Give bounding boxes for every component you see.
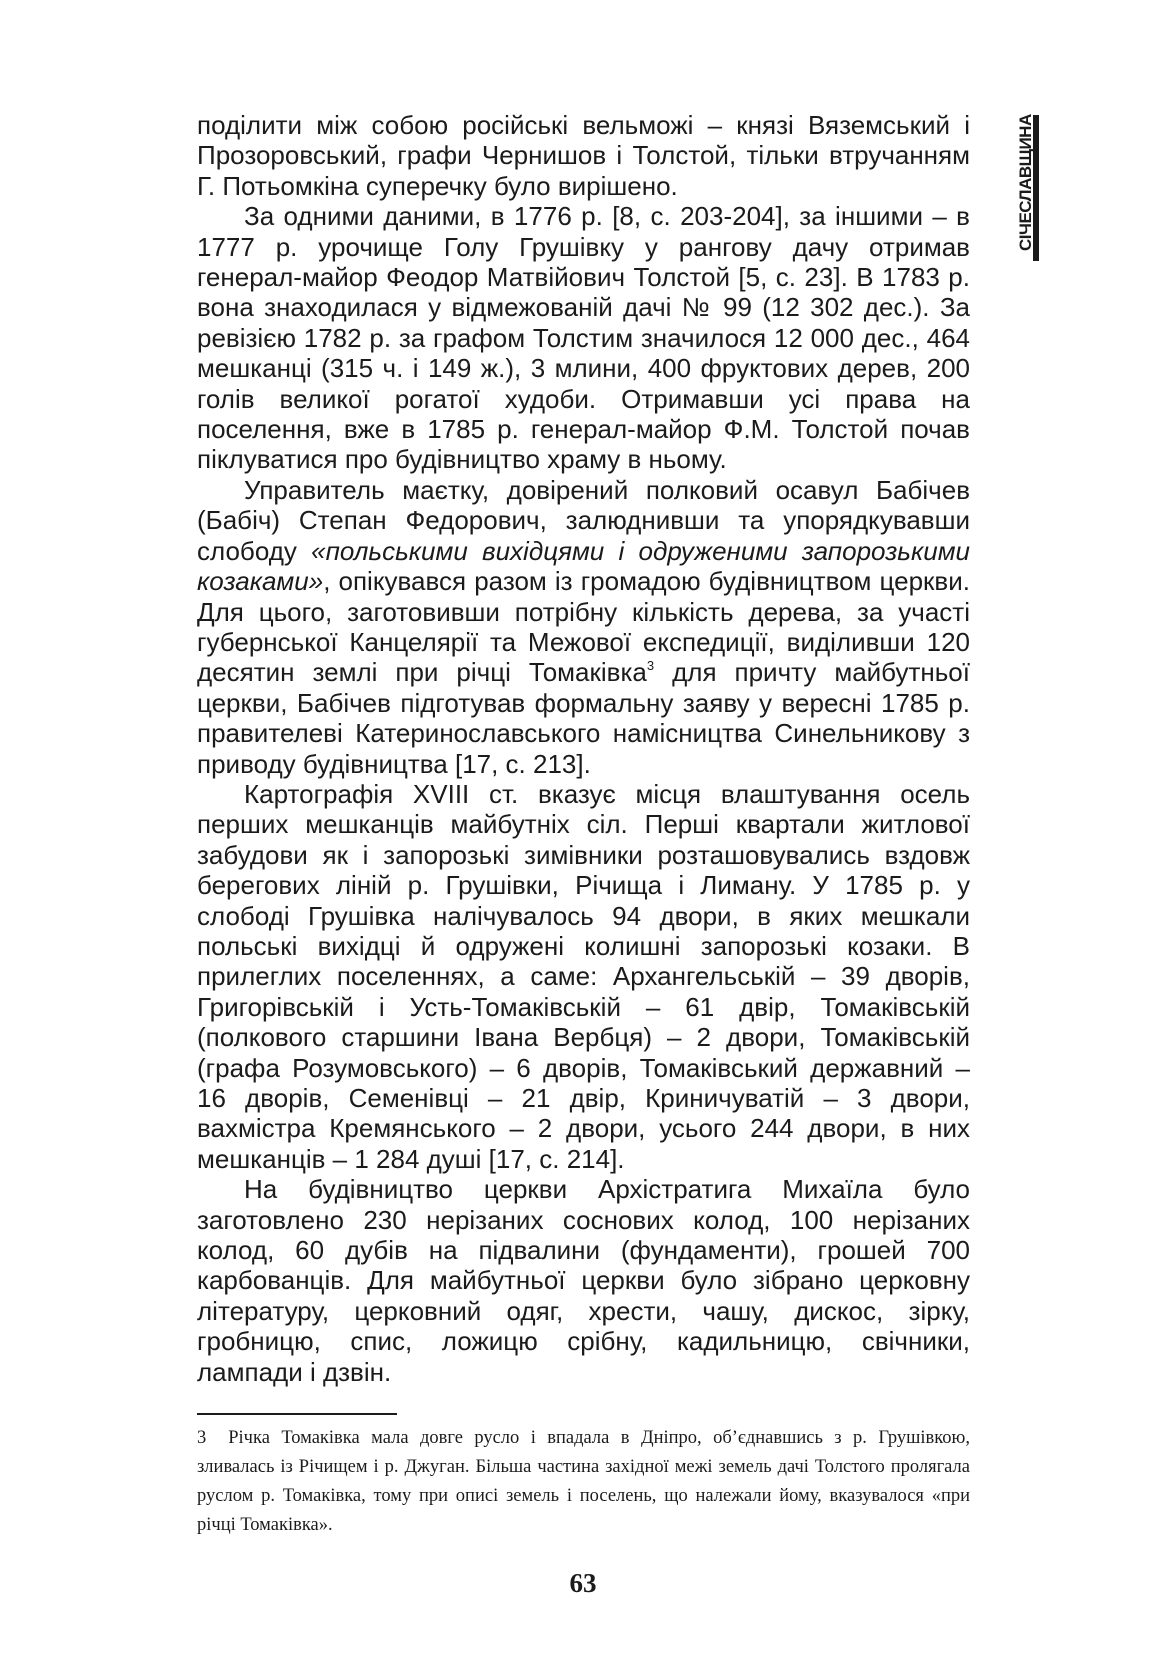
- footnote-divider: [197, 1413, 397, 1415]
- footnote-text: Річка Томаківка мала довге русло і впадала в Дніпро, об’єднавшись з р. Грушівкою, зливалась із Річищем і р. Джуган. Більша частина західної межі земель дачі Толстого пролягала руслом р. Томаківка, тому при описі земель і поселень, що належали йому, вказувалося «при річці Томаківка».: [197, 1428, 970, 1535]
- paragraph-4: Картографія XVIII ст. вказує місця влаштування осель перших мешканців майбутніх сіл. Перші квартали житлової забудови як і запорозькі зимівники розташовувались вздовж берегових ліній р. Грушівки, Річища і Лиману. У 1785 р. у слободі Грушівка налічувалось 94 двори, в яких мешкали польські вихідці й одружені колишні запорозькі козаки. В прилеглих поселеннях, а саме: Архангельській – 39 дворів, Григорівській і Усть-Томаківській – 61 двір, Томаківській (полкового старшини Івана Вербця) – 2 двори, Томаківській (графа Розумовського) – 6 дворів, Томаківський державний – 16 дворів, Семенівці – 21 двір, Криничуватій – 3 двори, вахмістра Кремянського – 2 двори, усього 244 двори, в них мешканців – 1 284 душі [17, с. 214].: [197, 778, 970, 1174]
- quote: «польськими вихідцями і одруженими запорозькими козаками»: [197, 535, 970, 597]
- page-number: 63: [569, 1568, 597, 1598]
- footnote-ref[interactable]: 3: [646, 658, 655, 674]
- paragraph-3-start: Управитель маєтку, довірений полковий осавул Бабічев (Бабіч) Степан Федорович, залюднивши та упорядкувавши слободу: [197, 474, 970, 566]
- logo-text: СІЧЕСЛАВЩИНА: [1016, 114, 1035, 251]
- paragraph-3-middle: , опікувався разом із громадою будівництвом церкви. Для цього, заготовивши потрібну кількість дерева, за участі губернської Канцелярії та Межової експедиції, виділивши 120 десятин землі при річці Томаківка: [197, 566, 970, 688]
- series-logo: [1003, 115, 1045, 265]
- main-text: [197, 110, 970, 1387]
- footnote-number: 3: [197, 1428, 207, 1448]
- paragraph-2: За одними даними, в 1776 р. [8, с. 203-204], за іншими – в 1777 р. урочище Голу Грушівку у рангову дачу отримав генерал-майор Феодор Матвійович Толстой [5, с. 23]. В 1783 р. вона знаходилася у відмежованій дачі № 99 (12 302 дес.). За ревізією 1782 р. за графом Толстим значилося 12 000 дес., 464 мешканці (315 ч. і 149 ж.), 3 млини, 400 фруктових дерев, 200 голів великої рогатої худоби. Отримавши усі права на поселення, вже в 1785 р. генерал-майор Ф.М. Толстой почав піклуватися про будівництво храму в ньому.: [197, 201, 970, 475]
- paragraph-3-end: для причту майбутньої церкви, Бабічев підготував формальну заяву у вересні 1785 р. правителеві Катеринославського намісництва Синельникову з приводу будівництва [17, с. 213].: [197, 657, 970, 779]
- paragraph-5: На будівництво церкви Архістратига Михаїла було заготовлено 230 нерізаних соснових колод, 100 нерізаних колод, 60 дубів на підвалини (фундаменти), грошей 700 карбованців. Для майбутньої церкви було зібрано церковну літературу, церковний одяг, хрести, чашу, дискос, зірку, гробницю, спис, ложицю срібну, кадильницю, свічники, лампади і дзвін.: [197, 1174, 970, 1387]
- paragraph-3: [197, 475, 970, 779]
- paragraph-1: поділити між собою російські вельможі – князі Вяземський і Прозоровський, графи Чернишов і Толстой, тільки втручанням Г. Потьомкіна суперечку було вирішено.: [197, 110, 970, 201]
- footnote: [197, 1424, 970, 1540]
